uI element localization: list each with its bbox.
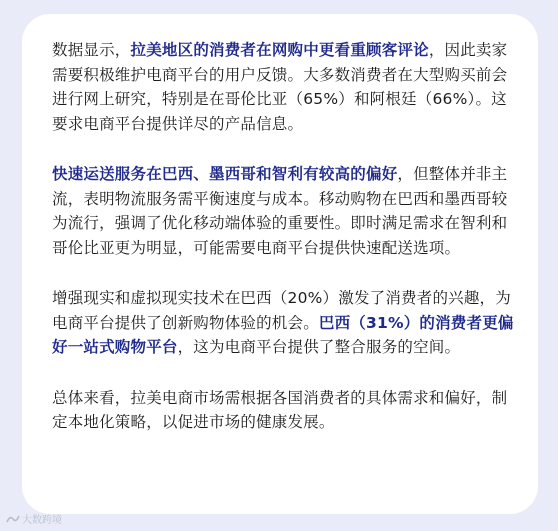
- paragraph-1-highlight: 拉美地区的消费者在网购中更看重顾客评论: [130, 41, 429, 59]
- watermark-text: 大数跨境: [22, 515, 62, 526]
- paragraph-3-highlight: 巴西（31%）的消费者更偏好一站式购物平台: [52, 313, 514, 356]
- paragraph-2-text: ，但整体并非主流，表明物流服务需平衡速度与成本。移动购物在巴西和墨西哥较为流行，强调了优化移动端体验的重要性。即时满足需求在智利和哥伦比亚更为明显，可能需要电商平台提供快速配送选项。: [52, 165, 508, 257]
- paragraph-2: [52, 162, 514, 260]
- paragraph-1: [52, 38, 514, 136]
- paragraph-3-text: ，这为电商平台提供了整合服务的空间。: [177, 338, 461, 356]
- paragraph-1-text: ，因此卖家需要积极维护电商平台的用户反馈。大多数消费者在大型购买前会进行网上研究，特别是在哥伦比亚（65%）和阿根廷（66%）。这要求电商平台提供详尽的产品信息。: [52, 41, 508, 133]
- paragraph-2-highlight: 快速运送服务在巴西、墨西哥和智利有较高的偏好: [52, 165, 398, 183]
- paragraph-4-text: 总体来看，拉美电商市场需根据各国消费者的具体需求和偏好，制定本地化策略，以促进市场的健康发展。: [52, 388, 508, 431]
- paragraph-3: [52, 286, 514, 360]
- paragraph-3-text: 增强现实和虚拟现实技术在巴西（20%）激发了消费者的兴趣，为电商平台提供了创新购物体验的机会。: [52, 289, 511, 332]
- paragraph-4: [52, 386, 514, 435]
- brand-logo-icon: [6, 514, 20, 524]
- article-card: [22, 14, 538, 514]
- watermark: [6, 511, 62, 526]
- paragraph-1-text: 数据显示，: [52, 41, 131, 59]
